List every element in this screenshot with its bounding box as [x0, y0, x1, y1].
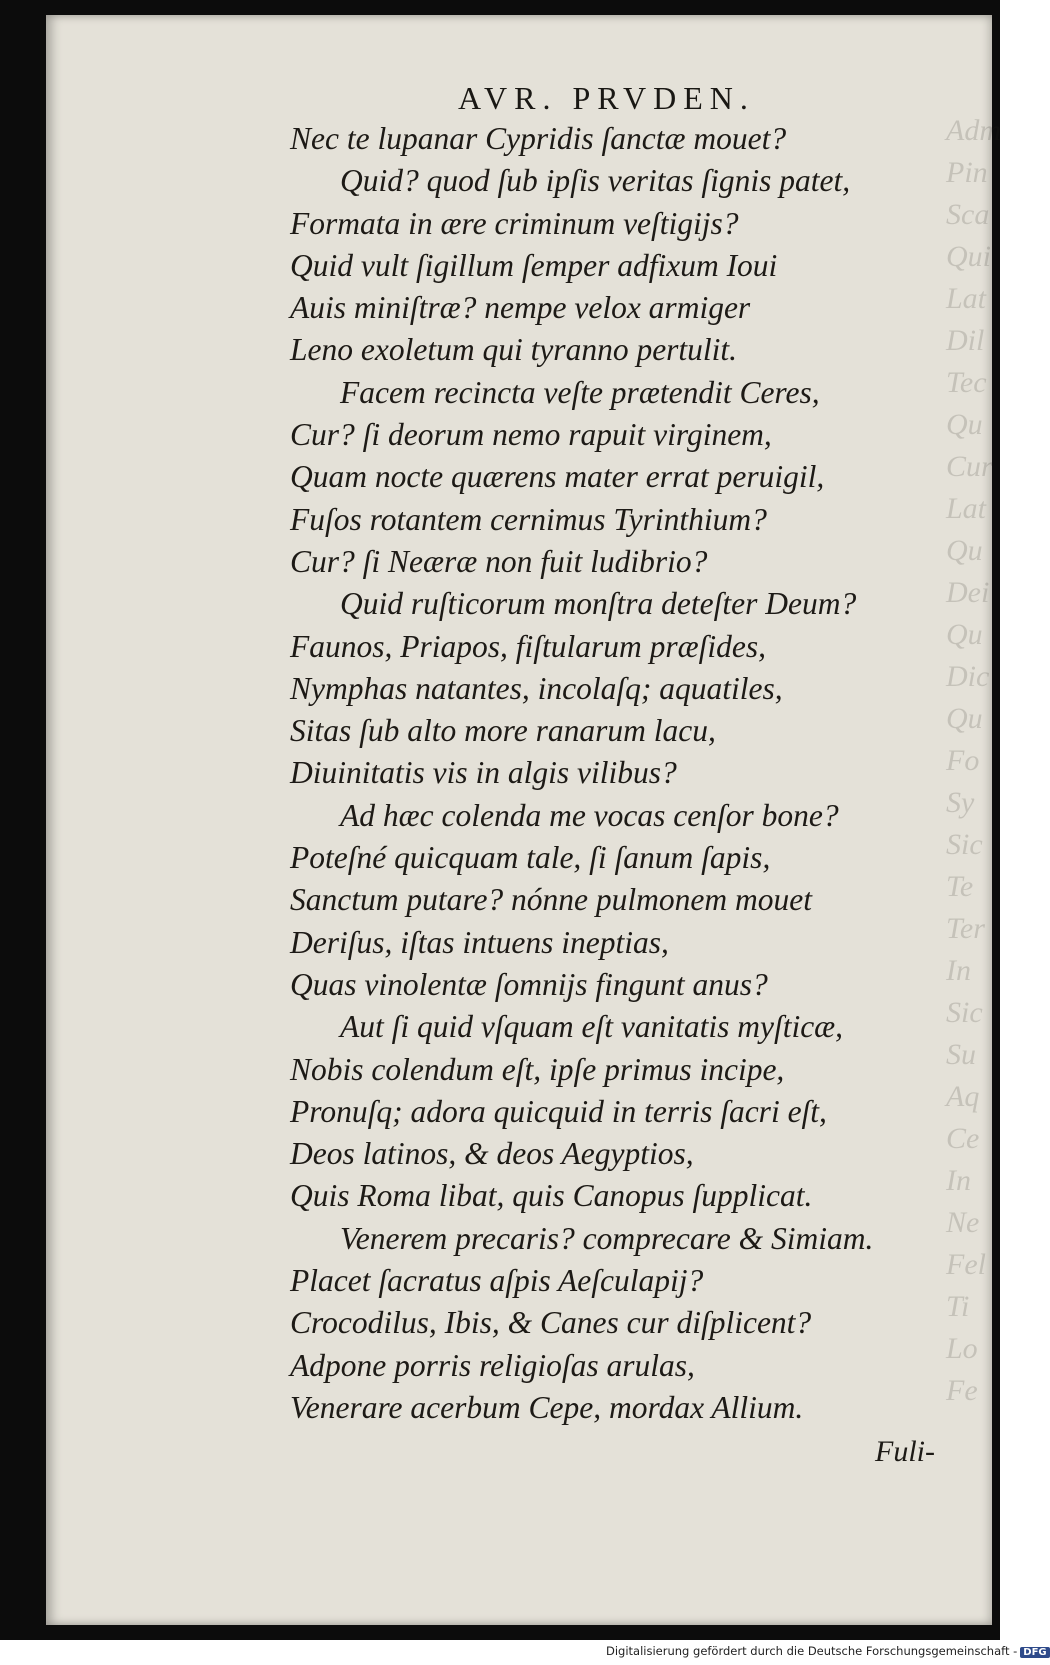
- verse-line: Deriſus, iſtas intuens ineptias,: [290, 924, 669, 960]
- verse-line: Leno exoletum qui tyranno pertulit.: [290, 332, 738, 368]
- verse-line: Quid vult ſigillum ſemper adfixum Ioui: [290, 247, 778, 283]
- dfg-logo: DFG: [1020, 1647, 1049, 1658]
- verse-line: Quam nocte quærens mater errat peruigil,: [290, 459, 825, 495]
- verse-line: Placet ſacratus aſpis Aeſculapij?: [290, 1263, 704, 1299]
- verse-line: Venerem precaris? comprecare & Simiam.: [340, 1220, 874, 1256]
- verse-line: Formata in ære criminum veſtigijs?: [290, 205, 739, 241]
- verse-line: Quis Roma libat, quis Canopus ſupplicat.: [290, 1178, 813, 1214]
- verse-line: Nymphas natantes, incolaſq; aquatiles,: [290, 670, 783, 706]
- verse-line: Crocodilus, Ibis, & Canes cur diſplicent?: [290, 1305, 812, 1341]
- verse-line: Adpone porris religioſas arulas,: [290, 1347, 695, 1383]
- verse-block: [290, 118, 930, 1429]
- credit-text: Digitalisierung gefördert durch die Deutsche Forschungsgemeinschaft -: [606, 1644, 1018, 1658]
- verse-line: Venerare acerbum Cepe, mordax Allium.: [290, 1389, 804, 1425]
- verse-line: Cur? ſi deorum nemo rapuit virginem,: [290, 417, 772, 453]
- verse-line: Auis miniſtræ? nempe velox armiger: [290, 290, 751, 326]
- catchword: Fuli-: [875, 1435, 935, 1468]
- facing-page-edge: Adm Pin Sca Qui Lat Dil Tec Qu Cur Lat Qu Dei Qu Dic Qu Fo Sy Sic Te Ter In Sic Su Aq Ce In Ne Fel Ti Lo Fe: [946, 114, 1001, 1407]
- verse-line: Deos latinos, & deos Aegyptios,: [290, 1136, 694, 1172]
- verse-line: Nobis colendum eſt, ipſe primus incipe,: [290, 1051, 785, 1087]
- verse-line: Ad hæc colenda me vocas cenſor bone?: [340, 797, 839, 833]
- verse-line: Nec te lupanar Cypridis ſanctæ mouet?: [290, 121, 787, 156]
- verse-line: Sanctum putare? nónne pulmonem mouet: [290, 882, 812, 918]
- verse-line: Aut ſi quid vſquam eſt vanitatis myſticæ,: [340, 1009, 844, 1045]
- verse-line: Sitas ſub alto more ranarum lacu,: [290, 713, 716, 749]
- verse-line: Fuſos rotantem cernimus Tyrinthium?: [290, 501, 767, 537]
- verse-line: Cur? ſi Neæræ non fuit ludibrio?: [290, 543, 708, 579]
- verse-line: Quas vinolentæ ſomnijs fingunt anus?: [290, 966, 768, 1002]
- verse-line: Poteſné quicquam tale, ſi ſanum ſapis,: [290, 840, 771, 876]
- verse-line: Faunos, Priapos, fiſtularum præſides,: [290, 628, 767, 664]
- verse-line: Pronuſq; adora quicquid in terris ſacri eſt,: [290, 1093, 827, 1129]
- verse-line: Quid ruſticorum monſtra deteſter Deum?: [340, 586, 857, 622]
- verse-line: Facem recincta veſte prætendit Ceres,: [340, 374, 820, 410]
- running-header: AVR. PRVDEN.: [458, 80, 755, 116]
- verse-line: Quid? quod ſub ipſis veritas ſignis patet,: [340, 163, 851, 199]
- digitization-credit: [606, 1644, 1050, 1658]
- verse-line: Diuinitatis vis in algis vilibus?: [290, 755, 677, 791]
